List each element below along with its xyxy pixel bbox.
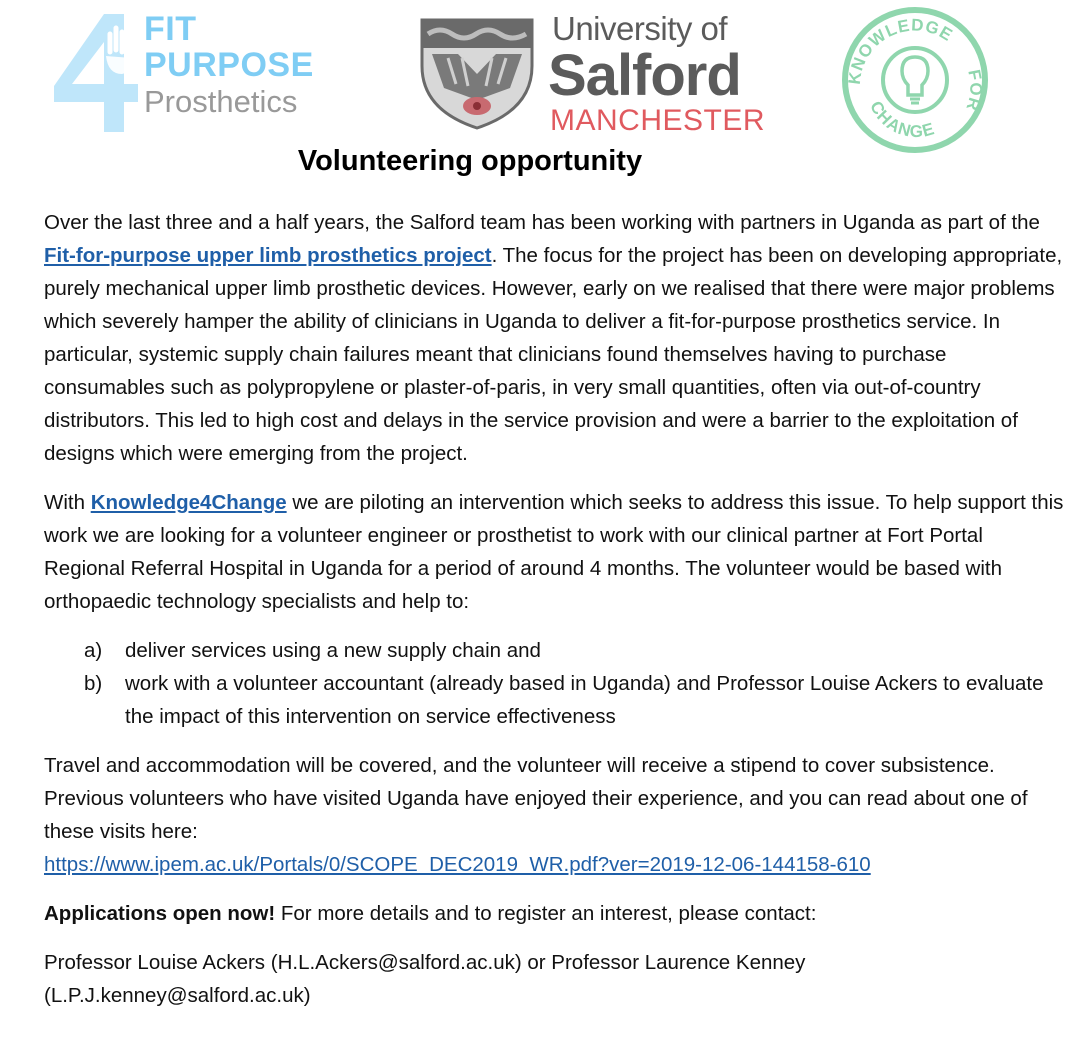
k4c-text-after: we are piloting an intervention which seeks to address this issue. To help support this work we are looking for a volunteer engineer or prosthetist to work with our clinical partner at Fort Portal Regional Referral Hospital in Uganda for a period of around 4 months. The volunteer would be based with orthopaedic technology specialists and help to: xyxy=(44,491,1064,613)
list-item xyxy=(44,634,1064,667)
salford-name-text: Salford xyxy=(548,43,741,108)
list-marker: a) xyxy=(84,639,103,662)
document-body xyxy=(44,206,1064,1028)
k4c-text-before: With xyxy=(44,491,91,514)
list-item-text: work with a volunteer accountant (already based in Uganda) and Professor Louise Ackers to evaluate the impact of this intervention on service effectiveness xyxy=(125,672,1044,728)
travel-text: Travel and accommodation will be covered, and the volunteer will receive a stipend to cover subsistence. Previous volunteers who have visited Uganda have enjoyed their experience, and you can read about one of these visits here: xyxy=(44,754,1028,843)
salford-university-of-text: University of xyxy=(552,10,728,47)
task-list xyxy=(44,634,1064,733)
header-logos xyxy=(0,0,1080,150)
salford-shield-logo xyxy=(418,14,536,132)
applications-open-text: Applications open now! xyxy=(44,902,276,925)
page-title: Volunteering opportunity xyxy=(297,145,643,177)
list-item xyxy=(44,667,1064,733)
project-link[interactable]: Fit-for-purpose upper limb prosthetics project xyxy=(44,244,492,267)
intro-text-before: Over the last three and a half years, the Salford team has been working with partners in Uganda as part of the xyxy=(44,211,1040,234)
k4c-paragraph xyxy=(44,486,1064,618)
shield-icon xyxy=(418,14,536,132)
svg-text:FOR xyxy=(962,68,985,114)
travel-paragraph xyxy=(44,749,1064,881)
knowledge-for-change-logo xyxy=(840,5,990,155)
fit-for-purpose-logo xyxy=(52,12,342,134)
f4p-fit-text: FIT xyxy=(144,10,197,48)
knowledge4change-link[interactable]: Knowledge4Change xyxy=(90,491,287,514)
salford-manchester-text: MANCHESTER xyxy=(550,104,766,137)
applications-text: For more details and to register an interest, please contact: xyxy=(275,902,817,925)
list-item-text: deliver services using a new supply chain and xyxy=(125,639,541,662)
f4p-prosthetics-text: Prosthetics xyxy=(144,84,298,119)
number-four-hand-icon xyxy=(52,12,152,134)
ipem-link[interactable]: https://www.ipem.ac.uk/Portals/0/SCOPE_DEC2019_WR.pdf?ver=2019-12-06-144158-610 xyxy=(44,853,871,876)
intro-paragraph xyxy=(44,206,1064,470)
intro-text-after: . The focus for the project has been on developing appropriate, purely mechanical upper limb prosthetic devices. However, early on we realised that there were major problems which severely hamper the ability of clinicians in Uganda to deliver a fit-for-purpose prosthetics service. In particular, systemic supply chain failures meant that clinicians found themselves having to purchase consumables such as polypropylene or plaster-of-paris, in very small quantities, often via out-of-country distributors. This led to high cost and delays in the service provision and were a barrier to the exploitation of designs which were emerging from the project. xyxy=(44,244,1063,465)
lightbulb-badge-icon xyxy=(840,5,990,155)
list-marker: b) xyxy=(84,672,103,695)
contacts-text: Professor Louise Ackers (H.L.Ackers@salford.ac.uk) or Professor Laurence Kenney (L.P.J.kenney@salford.ac.uk) xyxy=(44,951,806,1007)
applications-paragraph xyxy=(44,897,1064,930)
f4p-purpose-text: PURPOSE xyxy=(144,46,314,84)
contacts-paragraph xyxy=(44,946,1064,1012)
university-of-salford-logo xyxy=(548,10,766,138)
k4c-for-text: FOR xyxy=(962,68,986,114)
svg-text:CHANGE xyxy=(866,98,937,141)
k4c-change-text: CHANGE xyxy=(866,97,938,141)
k4c-top-text: KNOWLEDGE xyxy=(844,15,957,86)
